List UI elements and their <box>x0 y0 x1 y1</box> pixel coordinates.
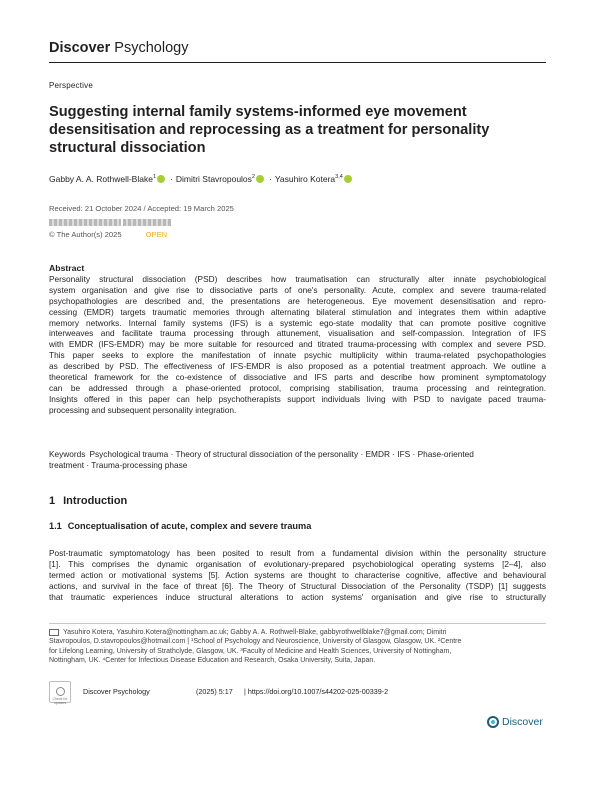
section-heading-introduction: 1 Introduction <box>49 495 128 507</box>
author-name[interactable]: Gabby A. A. Rothwell-Blake$^1$ <box>49 174 157 184</box>
orcid-icon[interactable] <box>157 175 165 183</box>
received-accepted-dates: Received: 21 October 2024 / Accepted: 19 March 2025 <box>49 204 234 213</box>
copyright-line: © The Author(s) 2025 OPEN <box>49 230 168 239</box>
orcid-icon[interactable] <box>256 175 264 183</box>
footer-citation: (2025) 5:17 <box>196 687 233 696</box>
footer-journal: Discover Psychology <box>83 687 150 696</box>
refresh-icon <box>56 687 65 696</box>
published-date <box>49 217 171 226</box>
discover-logo-icon <box>487 716 499 728</box>
header-rule <box>49 62 546 63</box>
abstract-text: Personality structural dissociation (PSD) describes how traumatisation can structurally alter innate psychobiological system organisation and give rise to dissociative parts of one's personality. Acute, complex and severe trauma-related psychopathologies are described and, the presentations are heterogeneous. Eye movement desensitisation and repro- cessing (EMDR) targets traumatic memories through alternating bilateral stimulation and integrates them within adaptive memory networks. Internal family systems (IFS) is a systemic ego-state modality that can promote positive cognitive interweaves and facilitate trauma processing through attunement, visualisation and self-compassion. Integration of IFS with EMDR (IFS-EMDR) may be more suitable for resourced and titrated trauma-processing with complex and severe PSD. This paper seeks to explore the manifestation of innate psychic multiplicity within trauma-related psychopathologies as described by PSD. The effectiveness of IFS-EMDR is also proposed as a potential treatment approach. We outline a theoretical framework for the co-existence of dissociative and IFS parts and describe how prominent symptomatology can be addressed through a phase-oriented protocol, comprising stabilisation, trauma processing and reintegration. Insights offered in this paper can help psychotherapists support individuals living with PSD to navigate paced trauma- processing and subsequent personality integration. <box>49 274 546 415</box>
discover-brand: Discover <box>487 716 543 728</box>
journal-name: Discover Psychology <box>49 40 189 56</box>
footnote-rule <box>49 623 546 624</box>
author-name[interactable]: Dimitri Stavropoulos$^2$ <box>175 174 255 184</box>
subsection-heading: 1.1 Conceptualisation of acute, complex and severe trauma <box>49 521 312 531</box>
doi-link[interactable]: | https://doi.org/10.1007/s44202-025-00339-2 <box>244 687 389 696</box>
keywords-label: Keywords <box>49 449 86 459</box>
body-text: Post-traumatic symptomatology has been posited to result from a fundamental division within the personality structure [1]. This comprises the dynamic organisation of evolutionary-prepared psychobiological operating systems [2–4], also termed action or motivational systems [5]. Action systems are thought to characterise cognitive, affective and behavioural actions, and survival in the face of threat [6]. The Theory of Structural Dissociation of the Personality (TSDP) [1] suggests that traumatic experiences induce structural alterations to action systems' organisation and give rise to structurally <box>49 548 546 602</box>
author-list: Gabby A. A. Rothwell-Blake$^1$ · Dimitri Stavropoulos$^2$ · Yasuhiro Kotera$^{3,4}$ <box>49 174 354 184</box>
check-for-updates-badge[interactable]: Check for updates <box>49 681 71 703</box>
keywords: Keywords Psychological trauma · Theory of structural dissociation of the personality · EMDR · IFS · Phase-oriented treatment · Trauma-processing phase <box>49 449 474 470</box>
author-name[interactable]: Yasuhiro Kotera$^{3,4}$ <box>274 174 343 184</box>
article-title: Suggesting internal family systems-informed eye movement desensitisation and reprocessing as a treatment for personality structural dissociation <box>49 104 490 156</box>
affiliations-footnote: Yasuhiro Kotera, Yasuhiro.Kotera@nottingham.ac.uk; Gabby A. A. Rothwell-Blake, gabbyrothwellblake7@gmail.com; Dimitri Stavropoulos, D.stavropoulos@hotmail.com | ¹School of Psychology and Neuroscience, University of Glasgow, Glasgow, UK. ²Centre for Lifelong Learning, University of Strathclyde, Glasgow, UK. ³Faculty of Medicine and Health Sciences, University of Nottingham, Nottingham, UK. ⁴Center for Infectious Disease Education and Research, Osaka University, Suita, Japan. <box>49 629 462 665</box>
envelope-icon <box>49 629 59 636</box>
orcid-icon[interactable] <box>344 175 352 183</box>
open-access-badge[interactable]: OPEN <box>145 230 168 239</box>
abstract-heading: Abstract <box>49 263 85 273</box>
article-type: Perspective <box>49 81 93 90</box>
